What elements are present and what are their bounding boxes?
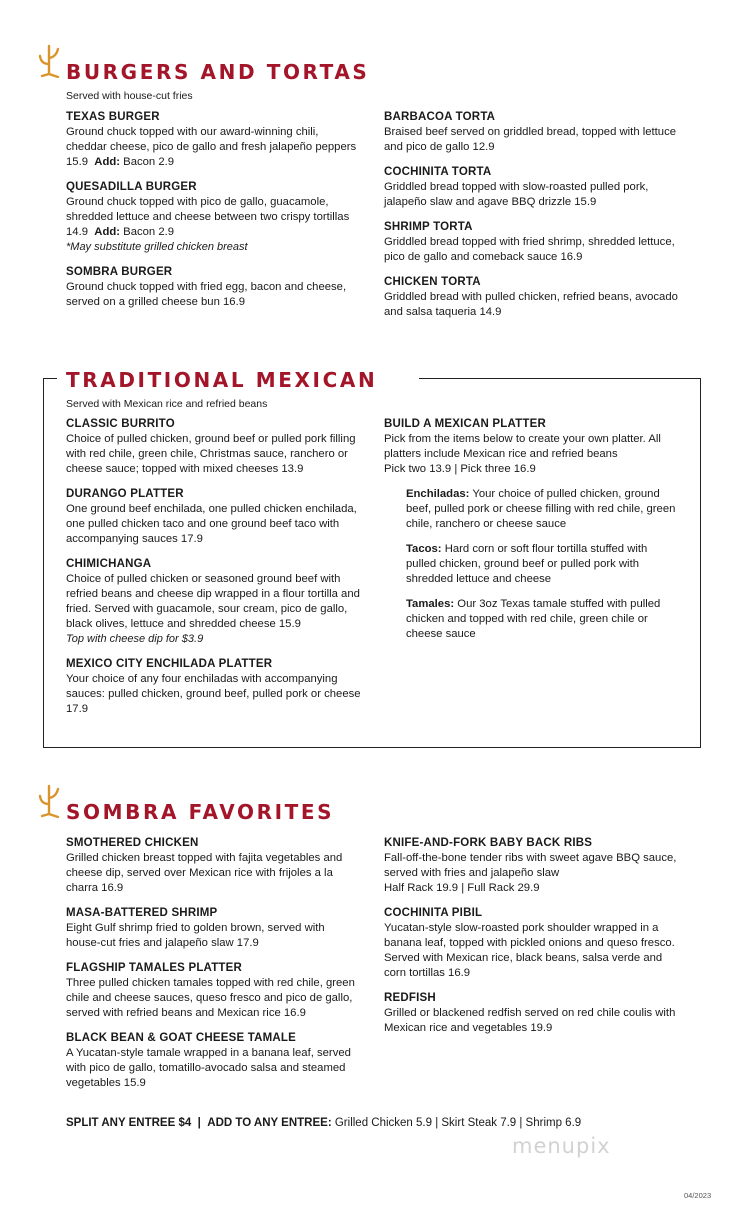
item-description: Ground chuck topped with our award-winning chili, cheddar cheese, pico de gallo and fresh jalapeño peppers 15.9 Add: Bacon 2.9: [66, 126, 357, 168]
item-description: Griddled bread topped with slow-roasted pulled pork, jalapeño slaw and agave BBQ drizzle 15.9: [384, 181, 649, 208]
item-note: Top with cheese dip for $3.9: [66, 633, 204, 645]
item-name: REDFISH: [384, 992, 436, 1004]
item-name: MASA-BATTERED SHRIMP: [66, 907, 218, 919]
traditional-right-column: [384, 417, 680, 652]
footer-addons: [66, 1117, 581, 1129]
option-description: Our 3oz Texas tamale stuffed with pulled chicken and topped with red chile, green chile or cheese sauce: [406, 598, 661, 640]
menu-item: [384, 991, 680, 1036]
item-note: *May substitute grilled chicken breast: [66, 241, 248, 253]
item-description: Ground chuck topped with fried egg, bacon and cheese, served on a grilled cheese bun 16.9: [66, 281, 347, 308]
add-to-entree-label: ADD TO ANY ENTREE:: [207, 1117, 332, 1129]
item-name: BARBACOA TORTA: [384, 111, 496, 123]
burgers-section-subtitle: Served with house-cut fries: [66, 90, 193, 102]
item-name: KNIFE-AND-FORK BABY BACK RIBS: [384, 837, 593, 849]
menu-item: [66, 1031, 362, 1091]
favorites-section-header: [66, 800, 334, 824]
menu-item: [66, 265, 358, 310]
item-description: Pick from the items below to create your own platter. All platters include Mexican rice and refried beans: [384, 433, 661, 460]
item-add-label: Add:: [94, 226, 121, 238]
burgers-section-title: BURGERS AND TORTAS: [66, 60, 370, 84]
item-name: MEXICO CITY ENCHILADA PLATTER: [66, 658, 273, 670]
item-name: QUESADILLA BURGER: [66, 181, 197, 193]
menu-item: [66, 557, 362, 647]
item-name: CLASSIC BURRITO: [66, 418, 175, 430]
item-name: COCHINITA TORTA: [384, 166, 492, 178]
menupix-watermark: menupix: [512, 1134, 611, 1158]
item-description: Three pulled chicken tamales topped with red chile, green chile and cheese sauces, queso fresco and pico de gallo, served with refried beans and Mexican rice 16.9: [66, 977, 355, 1019]
option-label: Enchiladas:: [406, 488, 470, 500]
item-add-text: Bacon 2.9: [123, 156, 175, 168]
item-name: COCHINITA PIBIL: [384, 907, 483, 919]
traditional-section-header: [66, 368, 377, 410]
item-name: CHIMICHANGA: [66, 558, 152, 570]
traditional-section-title: TRADITIONAL MEXICAN: [66, 368, 378, 392]
menu-item: [66, 487, 362, 547]
item-add-label: Add:: [94, 156, 121, 168]
item-name: BUILD A MEXICAN PLATTER: [384, 418, 546, 430]
sombra-logo-icon: [36, 44, 70, 78]
menu-date: 04/2023: [684, 1191, 712, 1200]
item-description: One ground beef enchilada, one pulled chicken enchilada, one pulled chicken taco and one ground beef taco with accompanying sauces 17.9: [66, 503, 357, 545]
traditional-left-column: [66, 417, 362, 727]
menu-item: [66, 657, 362, 717]
option-description: Your choice of pulled chicken, ground beef, pulled pork or cheese filling with red chile, green chile, ranchero or cheese sauce: [406, 488, 676, 530]
menu-item: [384, 220, 680, 265]
burgers-section-header: [66, 60, 369, 102]
menu-item: [384, 275, 680, 320]
item-price: Pick two 13.9 | Pick three 16.9: [384, 463, 536, 475]
item-description: Grilled chicken breast topped with fajita vegetables and cheese dip, served over Mexican rice with frijoles a la charra 16.9: [66, 852, 343, 894]
item-description: Grilled or blackened redfish served on red chile coulis with Mexican rice and vegetables 19.9: [384, 1007, 676, 1034]
menu-item: [66, 180, 358, 255]
option-label: Tacos:: [406, 543, 442, 555]
item-description: Ground chuck topped with pico de gallo, guacamole, shredded lettuce and cheese between two crispy tortillas 14.9 Add: Bacon 2.9: [66, 196, 350, 238]
favorites-right-column: [384, 836, 680, 1046]
item-name: CHICKEN TORTA: [384, 276, 481, 288]
item-description: Fall-off-the-bone tender ribs with sweet agave BBQ sauce, served with fries and jalapeño slaw: [384, 852, 677, 879]
item-description: Eight Gulf shrimp fried to golden brown, served with house-cut fries and jalapeño slaw 17.9: [66, 922, 325, 949]
split-entree-text: SPLIT ANY ENTREE $4: [66, 1117, 192, 1129]
item-description: Griddled bread with pulled chicken, refried beans, avocado and salsa taqueria 14.9: [384, 291, 678, 318]
favorites-left-column: [66, 836, 362, 1101]
menu-item: [384, 110, 680, 155]
item-description: Choice of pulled chicken, ground beef or pulled pork filling with red chile, green chile, Christmas sauce, ranchero or cheese sauce; topped with mixed cheeses 13.9: [66, 433, 356, 475]
menu-item: [384, 906, 680, 981]
option-description: Hard corn or soft flour tortilla stuffed with pulled chicken, ground beef or pulled pork with shredded lettuce and cheese: [406, 543, 648, 585]
add-to-entree-items: Grilled Chicken 5.9 | Skirt Steak 7.9 | Shrimp 6.9: [334, 1117, 582, 1129]
item-add-text: Bacon 2.9: [123, 226, 175, 238]
item-name: TEXAS BURGER: [66, 111, 160, 123]
item-name: SHRIMP TORTA: [384, 221, 473, 233]
platter-item: [384, 417, 680, 477]
platter-option: [406, 597, 680, 642]
item-name: SMOTHERED CHICKEN: [66, 837, 199, 849]
item-description: A Yucatan-style tamale wrapped in a banana leaf, served with pico de gallo, tomatillo-avocado salsa and steamed vegetables 15.9: [66, 1047, 351, 1089]
option-label: Tamales:: [406, 598, 455, 610]
item-name: FLAGSHIP TAMALES PLATTER: [66, 962, 243, 974]
item-price: Half Rack 19.9 | Full Rack 29.9: [384, 882, 540, 894]
menu-item: [66, 417, 362, 477]
menu-item: [384, 836, 680, 896]
sombra-logo-icon: [36, 784, 70, 818]
item-description: Braised beef served on griddled bread, topped with lettuce and pico de gallo 12.9: [384, 126, 677, 153]
menu-item: [384, 165, 680, 210]
item-description: Griddled bread topped with fried shrimp, shredded lettuce, pico de gallo and comeback sauce 16.9: [384, 236, 675, 263]
menu-item: [66, 906, 362, 951]
burgers-right-column: [384, 110, 680, 330]
menu-item: [66, 961, 362, 1021]
item-name: DURANGO PLATTER: [66, 488, 184, 500]
footer-separator: |: [197, 1117, 201, 1129]
platter-option: [406, 542, 680, 587]
item-description: Yucatan-style slow-roasted pork shoulder wrapped in a banana leaf, topped with pickled onions and queso fresco. Served with Mexican rice, black beans, salsa verde and corn tortillas 16.9: [384, 922, 675, 979]
menu-item: [66, 836, 362, 896]
favorites-section-title: SOMBRA FAVORITES: [66, 800, 335, 824]
item-description: Choice of pulled chicken or seasoned ground beef with refried beans and cheese dip wrapped in a flour tortilla and fried. Served with guacamole, sour cream, pico de gallo, black olives, lettuce and shredded cheese 15.9: [66, 573, 360, 630]
menu-item: [66, 110, 358, 170]
traditional-section-subtitle: Served with Mexican rice and refried beans: [66, 398, 268, 410]
burgers-left-column: [66, 110, 358, 320]
item-description: Your choice of any four enchiladas with accompanying sauces: pulled chicken, ground beef, pulled pork or cheese 17.9: [66, 673, 361, 715]
platter-option: [406, 487, 680, 532]
item-name: BLACK BEAN & GOAT CHEESE TAMALE: [66, 1032, 297, 1044]
item-name: SOMBRA BURGER: [66, 266, 173, 278]
